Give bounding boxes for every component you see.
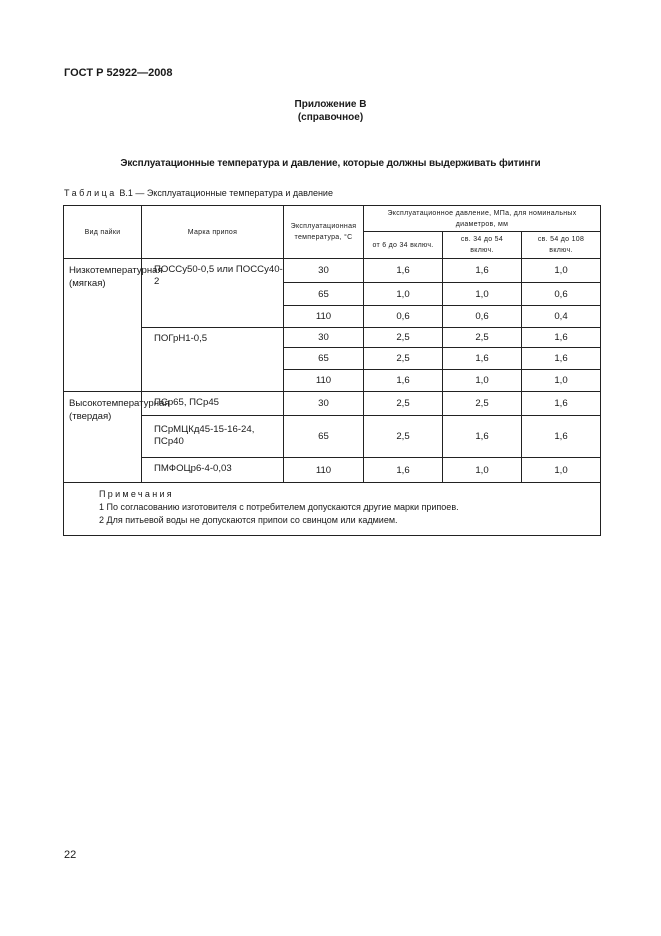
pressure-cell: 1,6	[443, 348, 522, 370]
temperature-cell: 65	[284, 416, 364, 458]
pressure-cell: 1,6	[364, 458, 443, 483]
header-diameter-3: св. 54 до 108 включ.	[522, 232, 601, 259]
pressure-cell: 0,6	[364, 306, 443, 328]
solder-grade-cell: ПОГрН1-0,5	[142, 328, 284, 392]
temperature-pressure-table	[63, 205, 601, 536]
pressure-cell: 1,6	[443, 416, 522, 458]
pressure-cell: 1,0	[364, 283, 443, 306]
header-solder-grade: Марка припоя	[142, 206, 284, 259]
solder-grade-cell: ПОССу50-0,5 или ПОССу40-2	[142, 259, 284, 328]
notes-title: Примечания	[99, 489, 174, 499]
pressure-cell: 2,5	[443, 328, 522, 348]
table-row	[64, 328, 601, 348]
notes-row	[64, 483, 601, 536]
pressure-cell: 1,0	[522, 370, 601, 392]
pressure-cell: 1,6	[443, 259, 522, 283]
table-row	[64, 458, 601, 483]
pressure-cell: 1,0	[522, 458, 601, 483]
pressure-cell: 2,5	[443, 392, 522, 416]
pressure-cell: 1,6	[522, 348, 601, 370]
pressure-cell: 2,5	[364, 348, 443, 370]
table-row	[64, 416, 601, 458]
pressure-cell: 2,5	[364, 328, 443, 348]
pressure-cell: 1,0	[443, 370, 522, 392]
solder-type-cell: Низкотемпературная (мягкая)	[64, 259, 142, 392]
temperature-cell: 65	[284, 348, 364, 370]
document-standard-number: ГОСТ Р 52922—2008	[64, 67, 173, 79]
appendix-type: (справочное)	[297, 112, 364, 123]
temperature-cell: 110	[284, 306, 364, 328]
temperature-cell: 30	[284, 259, 364, 283]
notes-cell	[64, 483, 601, 536]
header-diameter-1: от 6 до 34 включ.	[364, 232, 443, 259]
note-item: 2 Для питьевой воды не допускаются припои со свинцом или кадмием.	[99, 515, 398, 525]
table-row	[64, 259, 601, 283]
solder-grade-cell: ПСр65, ПСр45	[142, 392, 284, 416]
header-pressure-group: Эксплуатационное давление, МПа, для номинальных диаметров, мм	[364, 206, 601, 232]
pressure-cell: 0,6	[443, 306, 522, 328]
pressure-cell: 0,6	[522, 283, 601, 306]
temperature-cell: 65	[284, 283, 364, 306]
solder-grade-cell: ПМФОЦр6-4-0,03	[142, 458, 284, 483]
pressure-cell: 1,6	[364, 370, 443, 392]
table-header-row	[64, 206, 601, 232]
table-caption-word: Таблица	[64, 188, 117, 198]
table-caption	[64, 188, 333, 198]
temperature-cell: 110	[284, 458, 364, 483]
solder-type-cell: Высокотемпературная (твердая)	[64, 392, 142, 483]
temperature-cell: 30	[284, 328, 364, 348]
table-row	[64, 392, 601, 416]
pressure-cell: 1,0	[522, 259, 601, 283]
pressure-cell: 1,6	[522, 392, 601, 416]
header-solder-type: Вид пайки	[64, 206, 142, 259]
solder-grade-cell: ПСрМЦКд45-15-16-24, ПСр40	[142, 416, 284, 458]
pressure-cell: 2,5	[364, 392, 443, 416]
header-temperature: Эксплуатационная температура, °С	[284, 206, 364, 259]
pressure-cell: 1,0	[443, 283, 522, 306]
section-title: Эксплуатационные температура и давление, которые должны выдерживать фитинги	[120, 158, 541, 169]
appendix-title: Приложение В	[294, 99, 367, 110]
temperature-cell: 30	[284, 392, 364, 416]
pressure-cell: 1,6	[522, 416, 601, 458]
pressure-cell: 0,4	[522, 306, 601, 328]
table-caption-text: В.1 — Эксплуатационные температура и давление	[119, 188, 333, 198]
appendix-heading	[0, 98, 661, 124]
pressure-cell: 1,6	[522, 328, 601, 348]
pressure-cell: 1,0	[443, 458, 522, 483]
header-diameter-2: св. 34 до 54 включ.	[443, 232, 522, 259]
note-item: 1 По согласованию изготовителя с потребителем допускаются другие марки припоев.	[99, 502, 459, 512]
pressure-cell: 2,5	[364, 416, 443, 458]
page-number: 22	[64, 849, 77, 861]
temperature-cell: 110	[284, 370, 364, 392]
pressure-cell: 1,6	[364, 259, 443, 283]
